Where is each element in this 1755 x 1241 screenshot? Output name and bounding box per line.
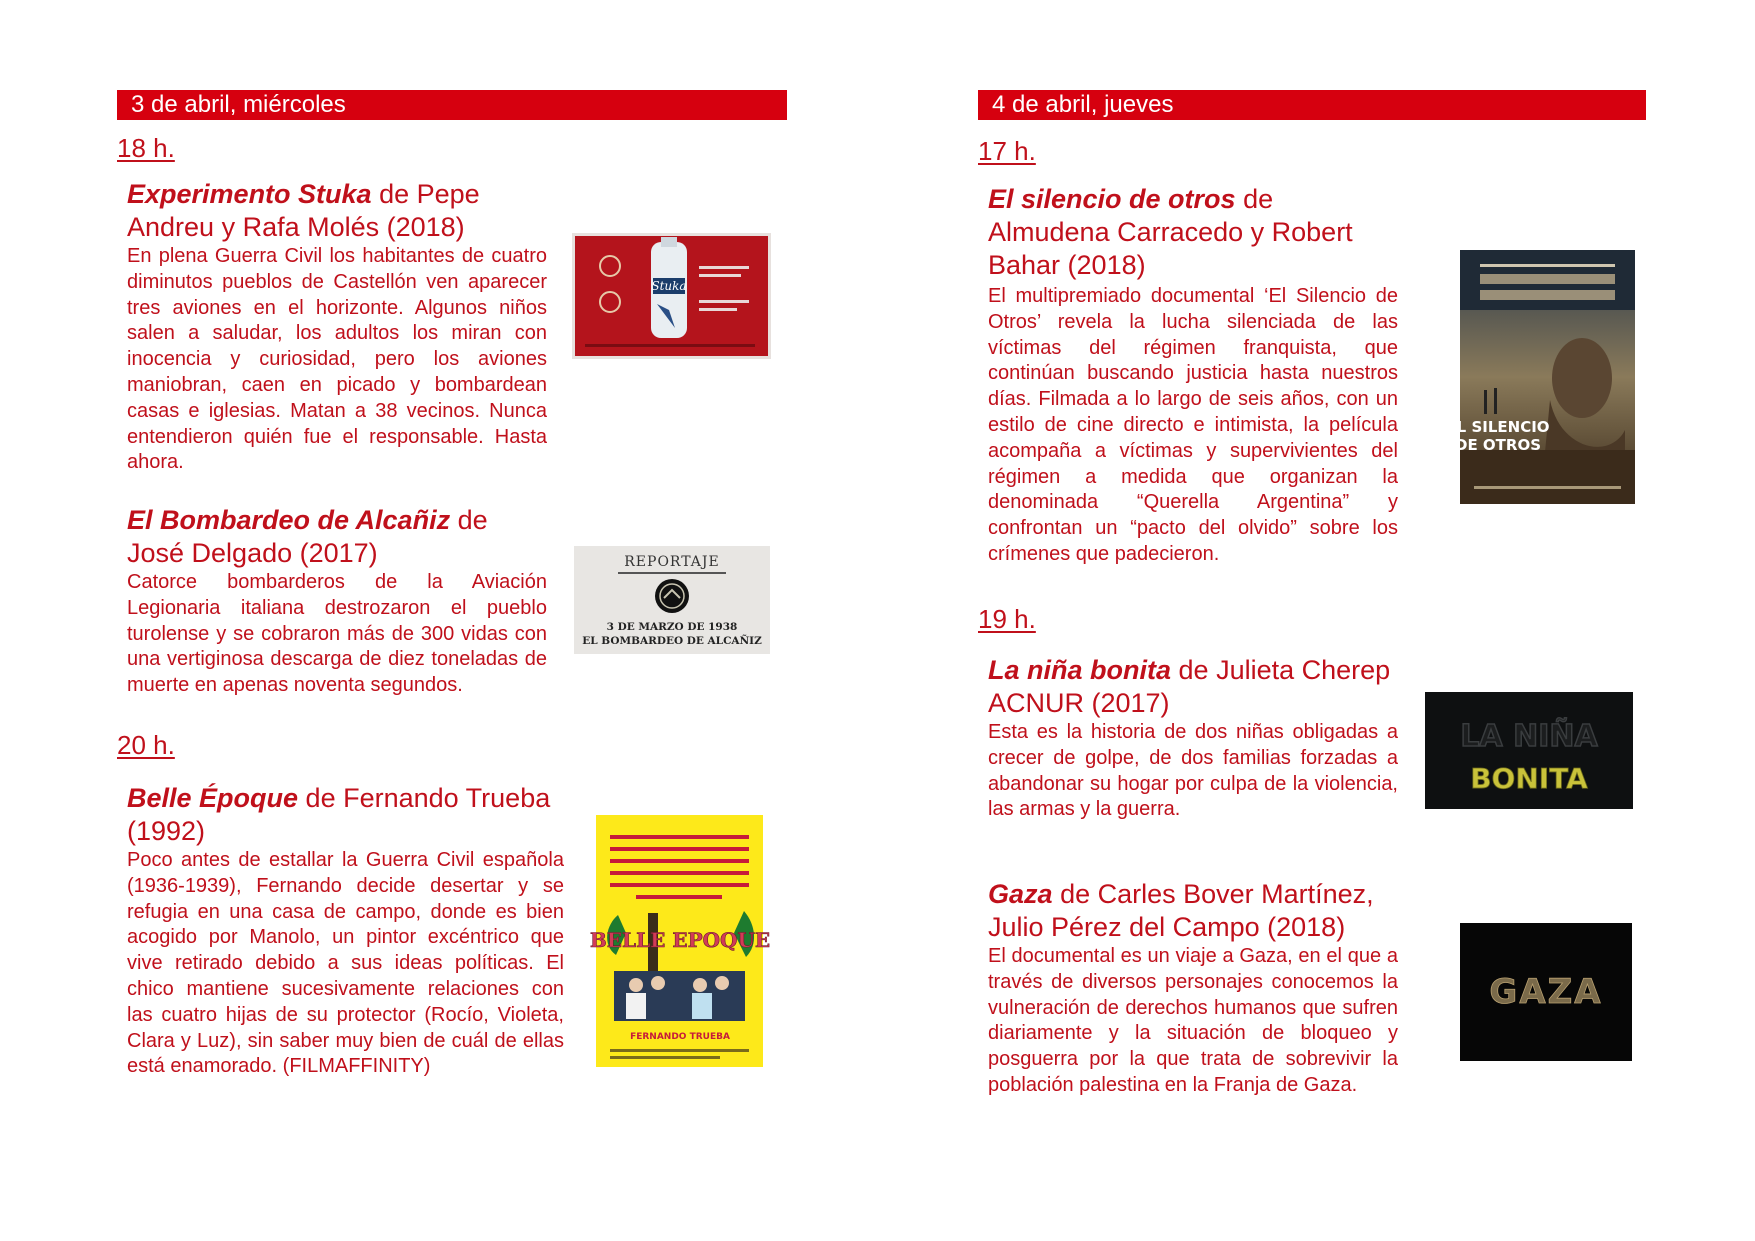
film-description: Poco antes de estallar la Guerra Civil española (1936-1939), Fernando decide desertar y se refugia en una casa de campo, donde es bien acogido por Manolo, un pintor excéntrico que vive retirado debido a sus ideas políticas. El chico mantiene sucesivamente relaciones con las cuatro hijas de su protector (Rocío, Violeta, Clara y Luz), sin saber muy bien de cuál de ellas está enamorado. (FILMAFFINITY): [127, 849, 564, 1078]
film-description: Esta es la historia de dos niñas obligadas a crecer de golpe, de dos familias forzadas a abandonar su hogar por culpa de la violencia, las armas y la guerra.: [988, 721, 1398, 821]
film-description: El documental es un viaje a Gaza, en el que a través de diversos personajes conocemos la vulneración de derechos humanos que sufren diariamente y la situación de bloqueo y posguerra por la que trata de sobrevivir la población palestina en la Franja de Gaza.: [988, 945, 1398, 1096]
film-title: Gaza: [988, 879, 1053, 909]
film-title: La niña bonita: [988, 655, 1172, 685]
film-title: El silencio de otros: [988, 184, 1236, 214]
film-credits: de José Delgado (2017): [127, 505, 488, 568]
time-label: 19 h.: [978, 604, 1036, 634]
svg-text:GAZA: GAZA: [1489, 972, 1603, 1012]
poster-image: [1460, 923, 1632, 1061]
poster-image: [574, 546, 770, 654]
film-poster: [572, 233, 771, 359]
poster-image: [1425, 692, 1633, 809]
film-entry: [988, 878, 1398, 944]
film-credits: de Carles Bover Martínez, Julio Pérez del Campo (2018): [988, 879, 1374, 942]
svg-text:Stuka: Stuka: [651, 279, 687, 293]
film-title-line: [988, 183, 1398, 282]
svg-text:FERNANDO TRUEBA: FERNANDO TRUEBA: [630, 1032, 730, 1042]
svg-text:LA NIÑA: LA NIÑA: [1460, 719, 1598, 754]
poster-image: [1446, 250, 1635, 504]
film-title: Belle Époque: [127, 783, 299, 813]
film-entry: [127, 782, 567, 848]
film-title-line: [127, 504, 547, 570]
film-poster: [574, 546, 770, 654]
film-poster: [589, 815, 771, 1067]
film-entry: [127, 178, 547, 244]
film-description: Catorce bombarderos de la Aviación Legionaria italiana destrozaron el pueblo turolense y se cobraron más de 300 vidas con una vertiginosa descarga de diez toneladas de muerte en apenas noventa segundos.: [127, 571, 547, 697]
day-header: 4 de abril, jueves: [978, 90, 1646, 120]
film-poster: [1446, 250, 1635, 504]
film-entry: [127, 504, 547, 570]
film-poster: [1425, 692, 1633, 809]
film-description: El multipremiado documental ‘El Silencio de Otros’ revela la lucha silenciada de las víctimas del régimen franquista, que continúan buscando justicia hasta nuestros días. Filmada a lo largo de seis años, con un estilo de cine directo e intimista, la película acompaña a víctimas y supervivientes del régimen a medida que organizan la denominada “Querella Argentina” y confrontan un “pacto del olvido” sobre los crímenes que padecieron.: [988, 285, 1398, 565]
film-title-line: [988, 878, 1398, 944]
film-entry: [988, 654, 1398, 720]
poster-image: [589, 815, 771, 1067]
time-label: 17 h.: [978, 136, 1036, 166]
svg-text:BONITA: BONITA: [1470, 762, 1588, 795]
film-title: Experimento Stuka: [127, 179, 372, 209]
svg-text:EL SILENCIO: EL SILENCIO: [1446, 418, 1550, 436]
svg-text:3 DE MARZO DE 1938: 3 DE MARZO DE 1938: [606, 621, 738, 633]
film-credits: de Pepe Andreu y Rafa Molés (2018): [127, 179, 480, 242]
film-title: El Bombardeo de Alcañiz: [127, 505, 451, 535]
time-label: 20 h.: [117, 730, 175, 760]
film-title-line: [127, 782, 567, 848]
day-header: 3 de abril, miércoles: [117, 90, 787, 120]
svg-text:DE OTROS: DE OTROS: [1454, 436, 1542, 454]
film-description: En plena Guerra Civil los habitantes de cuatro diminutos pueblos de Castellón ven aparecer tres aviones en el horizonte. Algunos niños salen a saludar, los adultos los miran con inocencia y curiosidad, pero los aviones maniobran, caen en picado y bombardean casas e iglesias. Matan a 38 vecinos. Nunca entendieron quién fue el responsable. Hasta ahora.: [127, 245, 547, 474]
poster-image: [575, 236, 768, 356]
svg-text:BELLE EPOQUE: BELLE EPOQUE: [589, 928, 771, 952]
svg-text:REPORTAJE: REPORTAJE: [624, 554, 720, 570]
film-poster: [1460, 923, 1632, 1061]
film-title-line: [988, 654, 1398, 720]
film-title-line: [127, 178, 547, 244]
film-entry: [988, 183, 1398, 282]
time-label: 18 h.: [117, 133, 175, 163]
film-credits: de Almudena Carracedo y Robert Bahar (2018): [988, 184, 1353, 280]
film-credits: de Fernando Trueba (1992): [127, 783, 551, 846]
svg-text:EL BOMBARDEO DE ALCAÑIZ: EL BOMBARDEO DE ALCAÑIZ: [582, 635, 762, 647]
film-credits: de Julieta Cherep ACNUR (2017): [988, 655, 1391, 718]
